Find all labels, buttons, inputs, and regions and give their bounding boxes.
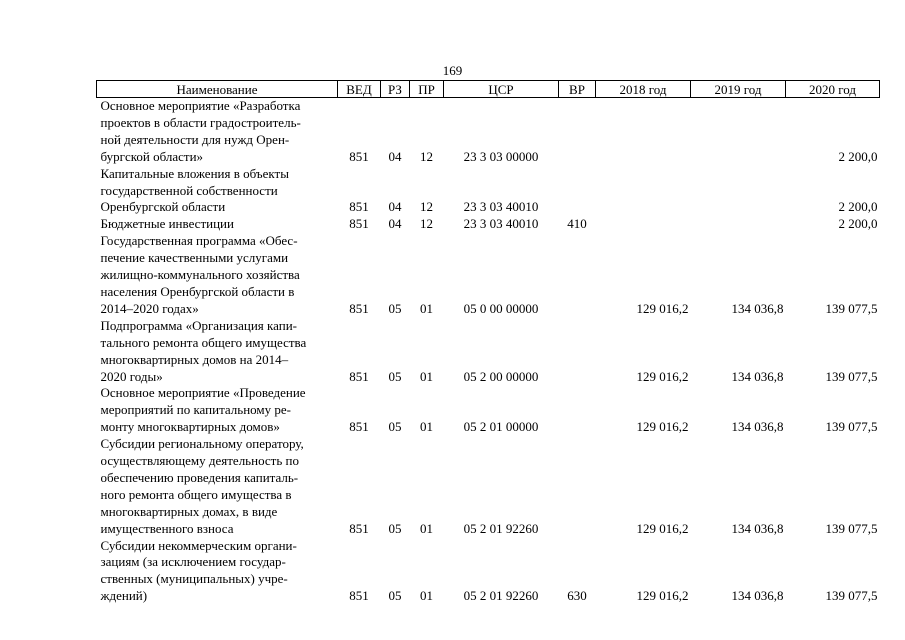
page-number: 169 (442, 63, 463, 78)
cell-2018: 129 016,2 (636, 300, 689, 316)
cell-ved: 851 (349, 216, 369, 232)
name-line: печение качественными услугами (100, 250, 289, 266)
cell-vr (559, 436, 596, 537)
cell-2019 (691, 166, 786, 217)
cell-2018: 129 016,2 (636, 588, 689, 604)
cell-2020: 139 077,5 (825, 419, 878, 435)
name-line: Субсидии некоммерческим органи- (100, 537, 297, 553)
cell-vr (559, 233, 596, 318)
cell-rz: 05 (388, 419, 402, 435)
table-row (97, 166, 880, 217)
table-row (97, 318, 880, 386)
cell-rz: 05 (388, 520, 402, 536)
name-line: осуществляющему деятельность по (100, 453, 299, 469)
cell-2020: 139 077,5 (825, 300, 878, 316)
cell-ved: 851 (349, 199, 369, 215)
cell-pr: 12 (420, 199, 433, 215)
name-line: Бюджетные инвестиции (100, 216, 234, 232)
cell-pr: 01 (420, 588, 433, 604)
cell-vr (559, 98, 596, 166)
cell-csr: 05 0 00 00000 (463, 300, 539, 316)
cell-ved: 851 (349, 300, 369, 316)
cell-2020: 2 200,0 (838, 199, 878, 215)
cell-rz: 05 (388, 300, 402, 316)
cell-ved: 851 (349, 520, 369, 536)
name-line: зациям (за исключением государ- (100, 554, 286, 570)
cell-2019 (691, 216, 786, 233)
table-row (97, 436, 880, 537)
cell-2019: 134 036,8 (731, 419, 784, 435)
cell-2019: 134 036,8 (731, 588, 784, 604)
name-line: 2020 годы» (100, 368, 163, 384)
cell-vr (559, 166, 596, 217)
cell-pr: 12 (420, 216, 433, 232)
table-row (97, 538, 880, 606)
cell-csr: 05 2 01 00000 (463, 419, 539, 435)
cell-2020: 139 077,5 (825, 588, 878, 604)
cell-2018 (596, 216, 691, 233)
name-line: Субсидии региональному оператору, (100, 436, 304, 452)
cell-name (97, 98, 338, 166)
budget-table (96, 80, 880, 605)
cell-2018 (596, 166, 691, 217)
header-rz: РЗ (381, 81, 410, 98)
name-line: имущественного взноса (100, 520, 234, 536)
cell-pr: 01 (420, 520, 433, 536)
cell-csr: 23 3 03 40010 (463, 216, 539, 232)
name-line: Основное мероприятие «Разработка (100, 98, 301, 113)
cell-csr: 23 3 03 00000 (463, 148, 539, 164)
header-ved: ВЕД (338, 81, 381, 98)
header-2020: 2020 год (786, 81, 880, 98)
cell-2020: 139 077,5 (825, 368, 878, 384)
cell-csr: 05 2 00 00000 (463, 368, 539, 384)
name-line: Государственная программа «Обес- (100, 233, 298, 249)
cell-name (97, 385, 338, 436)
cell-ved: 851 (349, 588, 369, 604)
cell-name (97, 318, 338, 386)
cell-pr: 12 (420, 148, 433, 164)
cell-rz: 04 (388, 148, 402, 164)
cell-name (97, 233, 338, 318)
table-header (97, 81, 880, 98)
cell-2020: 2 200,0 (838, 148, 878, 164)
cell-rz: 05 (388, 368, 402, 384)
cell-2018: 129 016,2 (636, 368, 689, 384)
name-line: тального ремонта общего имущества (100, 334, 307, 350)
cell-2020: 2 200,0 (838, 216, 878, 232)
name-line: многоквартирных домах, в виде (100, 503, 278, 519)
cell-2019: 134 036,8 (731, 520, 784, 536)
cell-2019 (691, 98, 786, 166)
cell-rz: 04 (388, 216, 402, 232)
cell-vr: 630 (567, 588, 587, 604)
table-row (97, 98, 880, 166)
cell-vr (559, 385, 596, 436)
header-vr: ВР (559, 81, 596, 98)
cell-csr: 23 3 03 40010 (463, 199, 539, 215)
name-line: обеспечению проведения капиталь- (100, 469, 299, 485)
name-line: Капитальные вложения в объекты (100, 165, 289, 181)
cell-name (97, 436, 338, 537)
cell-2018: 129 016,2 (636, 520, 689, 536)
cell-2018: 129 016,2 (636, 419, 689, 435)
name-line: государственной собственности (100, 182, 278, 198)
cell-pr: 01 (420, 419, 433, 435)
cell-ved: 851 (349, 368, 369, 384)
name-line: 2014–2020 годах» (100, 300, 199, 316)
table-row (97, 216, 880, 233)
cell-name (97, 538, 338, 606)
name-line: ной деятельности для нужд Орен- (100, 131, 290, 147)
name-line: Основное мероприятие «Проведение (100, 385, 306, 401)
table-body (97, 98, 880, 606)
cell-2019: 134 036,8 (731, 368, 784, 384)
cell-ved: 851 (349, 148, 369, 164)
name-line: мероприятий по капитальному ре- (100, 402, 291, 418)
header-name: Наименование (97, 81, 338, 98)
cell-csr: 05 2 01 92260 (463, 520, 539, 536)
cell-vr (559, 318, 596, 386)
cell-2019: 134 036,8 (731, 300, 784, 316)
name-line: проектов в области градостроитель- (100, 114, 301, 130)
name-line: жилищно-коммунального хозяйства (100, 267, 300, 283)
cell-rz: 04 (388, 199, 402, 215)
table-row (97, 385, 880, 436)
name-line: бургской области» (100, 148, 204, 164)
cell-rz: 05 (388, 588, 402, 604)
name-line: ждений) (100, 588, 148, 604)
cell-name (97, 216, 338, 233)
cell-pr: 01 (420, 300, 433, 316)
header-2019: 2019 год (691, 81, 786, 98)
cell-name (97, 166, 338, 217)
name-line: ственных (муниципальных) учре- (100, 571, 288, 587)
header-pr: ПР (410, 81, 444, 98)
cell-pr: 01 (420, 368, 433, 384)
name-line: Подпрограмма «Организация капи- (100, 317, 297, 333)
cell-2020: 139 077,5 (825, 520, 878, 536)
header-csr: ЦСР (444, 81, 559, 98)
name-line: ного ремонта общего имущества в (100, 486, 292, 502)
name-line: Оренбургской области (100, 199, 226, 215)
name-line: населения Оренбургской области в (100, 283, 295, 299)
cell-csr: 05 2 01 92260 (463, 588, 539, 604)
name-line: монту многоквартирных домов» (100, 419, 280, 435)
name-line: многоквартирных домов на 2014– (100, 351, 289, 367)
cell-2018 (596, 98, 691, 166)
table-row (97, 233, 880, 318)
header-2018: 2018 год (596, 81, 691, 98)
cell-ved: 851 (349, 419, 369, 435)
cell-vr: 410 (567, 216, 587, 232)
header-row (97, 81, 880, 98)
